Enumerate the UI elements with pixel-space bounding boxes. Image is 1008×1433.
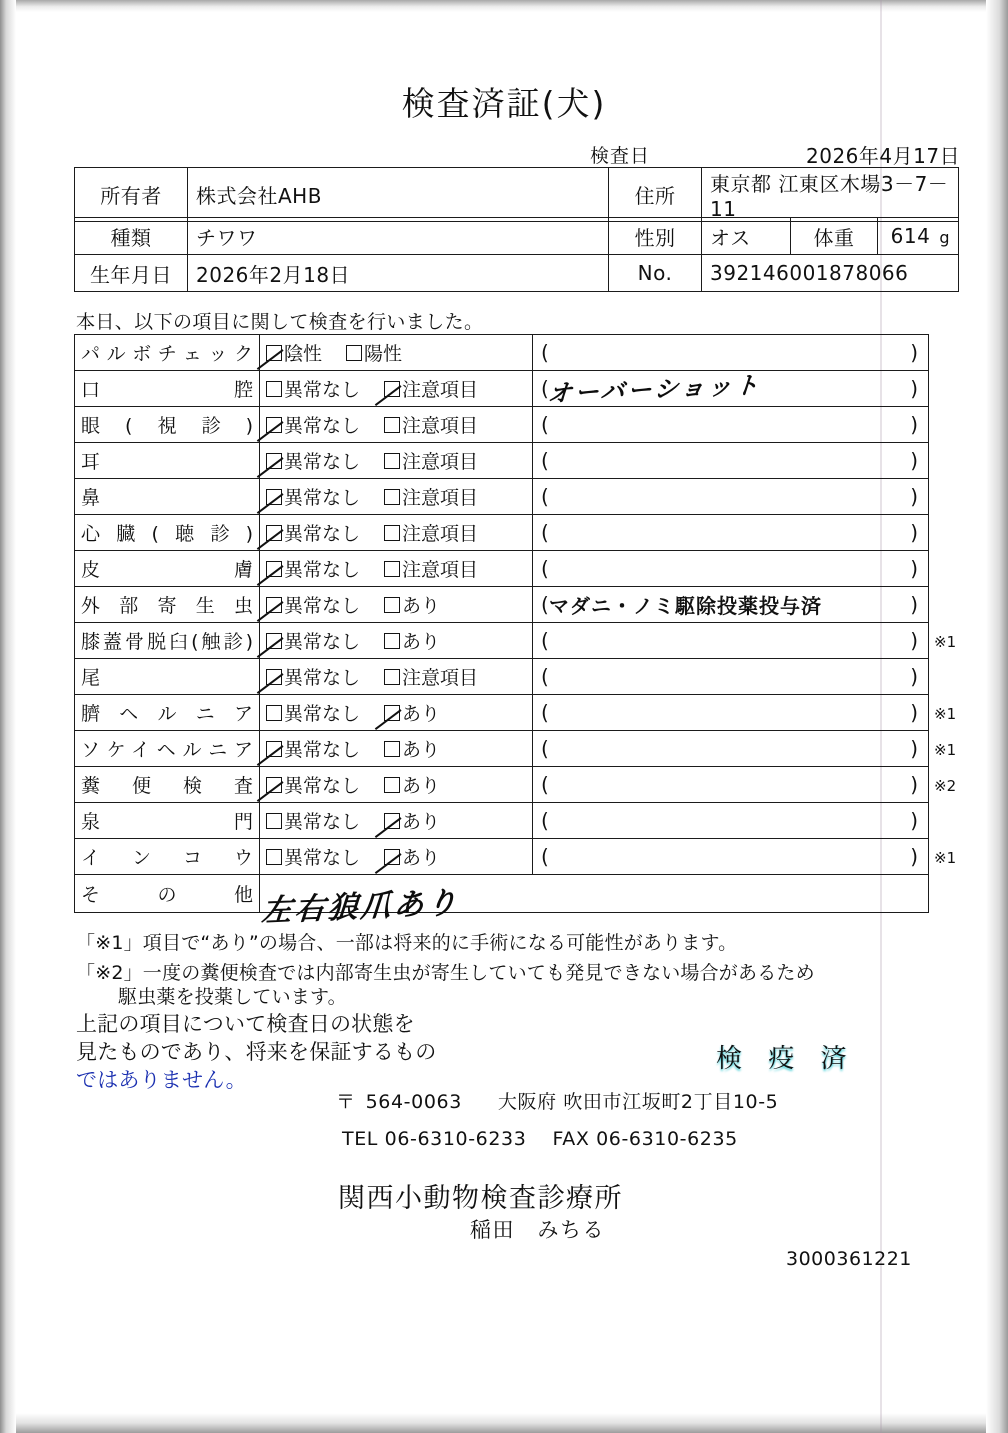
checkbox-option-1[interactable] xyxy=(266,483,360,510)
weight-label: 体重 xyxy=(791,218,878,255)
checklist-row-options xyxy=(260,623,533,659)
footnote-1: 「※1」項目で“あり”の場合、一部は将来的に手術になる可能性があります。 xyxy=(76,932,738,954)
clinic-address xyxy=(336,1087,778,1114)
checkbox-option-label: 注意項目 xyxy=(402,559,479,581)
checklist-row xyxy=(75,587,929,623)
table-row xyxy=(75,168,959,222)
checklist-row-label: 耳 xyxy=(75,443,260,479)
checkbox-option-label: あり xyxy=(402,703,441,725)
checkbox-option-label: 陽性 xyxy=(364,343,403,365)
weight-cell xyxy=(878,218,959,255)
paren-open: ( xyxy=(541,484,549,509)
checkbox-option-label: 異常なし xyxy=(284,667,361,689)
checklist-row-options xyxy=(260,695,533,731)
checkbox-option-label: 異常なし xyxy=(284,811,361,833)
checkbox-option-2[interactable] xyxy=(384,627,440,654)
checkbox-checked-icon[interactable] xyxy=(266,345,282,361)
paren-close: ) xyxy=(910,736,918,761)
paren-close: ) xyxy=(910,412,918,437)
checkbox-option-label: 注意項目 xyxy=(402,523,479,545)
disclaimer-line-2: 見たものであり、将来を保証するもの xyxy=(76,1040,437,1064)
birth-value: 2026年2月18日 xyxy=(188,255,609,292)
checkbox-option-label: 異常なし xyxy=(284,775,361,797)
checkbox-option-label: あり xyxy=(402,847,441,869)
checklist-row-options xyxy=(260,803,533,839)
checklist-row-note xyxy=(533,515,929,551)
checkbox-option-1[interactable] xyxy=(266,699,360,726)
paren-open: ( xyxy=(541,736,549,761)
checklist-row-label: 糞便検査 xyxy=(75,767,260,803)
checkbox-option-label: あり xyxy=(402,631,441,653)
checklist-row xyxy=(75,659,929,695)
checklist-row-note xyxy=(533,695,929,731)
checklist-row-options xyxy=(260,407,533,443)
checkbox-empty-icon[interactable] xyxy=(384,777,400,793)
clinic-contact xyxy=(342,1128,738,1150)
checkbox-option-label: 注意項目 xyxy=(402,415,479,437)
disclaimer-line-1: 上記の項目について検査日の状態を xyxy=(76,1012,415,1036)
paren-close: ) xyxy=(910,808,918,833)
paren-close: ) xyxy=(910,664,918,689)
checkbox-empty-icon[interactable] xyxy=(384,741,400,757)
checkbox-empty-icon[interactable] xyxy=(384,633,400,649)
checklist-row xyxy=(75,839,929,875)
checkbox-empty-icon[interactable] xyxy=(384,561,400,577)
checkbox-checked-icon[interactable] xyxy=(266,525,282,541)
checklist-row xyxy=(75,767,929,803)
checkbox-checked-icon[interactable] xyxy=(266,597,282,613)
checkbox-option-label: 異常なし xyxy=(284,739,361,761)
checkbox-empty-icon[interactable] xyxy=(266,813,282,829)
checklist-row-note xyxy=(533,731,929,767)
checkbox-option-1[interactable] xyxy=(266,843,360,870)
checklist-row-label: 皮膚 xyxy=(75,551,260,587)
checklist-row xyxy=(75,407,929,443)
checklist-row-label: 外部寄生虫 xyxy=(75,587,260,623)
checklist-row xyxy=(75,443,929,479)
no-label: No. xyxy=(609,255,702,292)
birth-label: 生年月日 xyxy=(75,255,188,292)
paren-close: ) xyxy=(910,556,918,581)
checklist-row-options xyxy=(260,587,533,623)
scan-shadow-bottom xyxy=(0,1413,1008,1433)
checkbox-option-1[interactable] xyxy=(266,807,360,834)
checkbox-option-label: 異常なし xyxy=(284,595,361,617)
checkbox-empty-icon[interactable] xyxy=(266,705,282,721)
sex-label: 性別 xyxy=(609,218,702,255)
paren-close: ) xyxy=(910,700,918,725)
checkbox-empty-icon[interactable] xyxy=(384,489,400,505)
checkbox-checked-icon[interactable] xyxy=(266,741,282,757)
page-title: 検査済証(犬) xyxy=(401,84,607,123)
address-label: 住所 xyxy=(609,168,702,222)
checkbox-checked-icon[interactable] xyxy=(266,633,282,649)
owner-value: 株式会社AHB xyxy=(188,168,609,222)
checklist-row xyxy=(75,515,929,551)
checklist-row-note xyxy=(533,839,929,875)
checklist-row-label: インコウ xyxy=(75,839,260,875)
checkbox-option-2[interactable] xyxy=(384,519,478,546)
paren-open: ( xyxy=(541,340,549,365)
checklist-row-other xyxy=(75,875,929,913)
veterinarian-name: 稲田 みちる xyxy=(470,1218,605,1242)
paren-open: ( xyxy=(541,664,549,689)
checkbox-option-2[interactable] xyxy=(384,483,478,510)
checkbox-option-label: 異常なし xyxy=(284,559,361,581)
checkbox-option-1[interactable] xyxy=(266,555,360,582)
paren-close: ) xyxy=(910,340,918,365)
reference-mark: ※1 xyxy=(934,633,957,651)
checklist-row-options xyxy=(260,515,533,551)
checkbox-option-1[interactable] xyxy=(266,339,322,366)
checkbox-option-1[interactable] xyxy=(266,771,360,798)
paren-open: ( xyxy=(541,592,549,617)
checkbox-option-1[interactable] xyxy=(266,591,360,618)
clinic-zip: 564-0063 xyxy=(365,1091,462,1113)
checklist-row xyxy=(75,551,929,587)
animal-table xyxy=(74,217,959,292)
checkbox-option-label: 注意項目 xyxy=(402,487,479,509)
checkbox-option-1[interactable] xyxy=(266,375,360,402)
paren-close: ) xyxy=(910,484,918,509)
checklist-row-note xyxy=(533,479,929,515)
paren-close: ) xyxy=(910,628,918,653)
checklist-row-note xyxy=(533,335,929,371)
inspection-date-label: 検査日 xyxy=(590,145,651,167)
checkbox-checked-icon[interactable] xyxy=(384,849,400,865)
paren-close: ) xyxy=(910,844,918,869)
checkbox-option-label: 注意項目 xyxy=(402,379,479,401)
checklist-row-note xyxy=(533,551,929,587)
checklist-row-options xyxy=(260,839,533,875)
checkbox-option-label: 陰性 xyxy=(284,343,323,365)
checklist-row-options xyxy=(260,371,533,407)
lead-text: 本日、以下の項目に関して検査を行いました。 xyxy=(76,311,484,333)
checkbox-option-2[interactable] xyxy=(384,555,478,582)
paren-open: ( xyxy=(541,556,549,581)
checkbox-option-label: あり xyxy=(402,739,441,761)
clinic-name: 関西小動物検査診療所 xyxy=(338,1183,623,1214)
checklist-row-options xyxy=(260,479,533,515)
checkbox-option-label: 異常なし xyxy=(284,631,361,653)
scan-shadow-top xyxy=(0,0,1008,12)
checkbox-option-1[interactable] xyxy=(266,627,360,654)
no-value: 392146001878066 xyxy=(702,255,959,292)
footnote-2-line2: 駆虫薬を投薬しています。 xyxy=(118,986,347,1008)
checkbox-option-label: 異常なし xyxy=(284,523,361,545)
checkbox-option-2[interactable] xyxy=(384,807,440,834)
paren-open: ( xyxy=(541,700,549,725)
checklist-row xyxy=(75,371,929,407)
checkbox-option-2[interactable] xyxy=(384,411,478,438)
footnote-2-line1: 「※2」一度の糞便検査では内部寄生虫が寄生していても発見できない場合があるため xyxy=(76,962,815,984)
handwritten-mouth-note: オーバーショット xyxy=(546,370,763,409)
checkbox-option-2[interactable] xyxy=(384,663,478,690)
quarantine-stamp: 検 疫 済 xyxy=(716,1044,856,1074)
checkbox-option-1[interactable] xyxy=(266,447,360,474)
checklist-row-label: 心臓(聴診) xyxy=(75,515,260,551)
paren-open: ( xyxy=(541,520,549,545)
checkbox-option-label: 異常なし xyxy=(284,415,361,437)
breed-value: チワワ xyxy=(188,218,609,255)
breed-label: 種類 xyxy=(75,218,188,255)
checkbox-empty-icon[interactable] xyxy=(266,849,282,865)
checklist-row-options xyxy=(260,335,533,371)
checklist-row-options xyxy=(260,443,533,479)
checkbox-checked-icon[interactable] xyxy=(266,669,282,685)
scan-shadow-right xyxy=(986,0,1008,1433)
reference-mark: ※1 xyxy=(934,849,957,867)
table-row xyxy=(75,255,959,292)
paren-open: ( xyxy=(541,772,549,797)
weight-value: 614 xyxy=(890,224,931,248)
checklist-row xyxy=(75,803,929,839)
sex-value: オス xyxy=(702,218,791,255)
checklist-row-note xyxy=(533,767,929,803)
checklist-row-options xyxy=(260,767,533,803)
checklist-row-options xyxy=(260,551,533,587)
reference-mark: ※1 xyxy=(934,705,957,723)
checklist-row-note xyxy=(533,623,929,659)
other-row-label: その他 xyxy=(75,875,260,913)
checkbox-option-label: 異常なし xyxy=(284,487,361,509)
checkbox-checked-icon[interactable] xyxy=(384,813,400,829)
checkbox-option-label: 異常なし xyxy=(284,451,361,473)
checkbox-checked-icon[interactable] xyxy=(266,489,282,505)
owner-table xyxy=(74,167,959,222)
checklist-row-note xyxy=(533,407,929,443)
paren-open: ( xyxy=(541,808,549,833)
checkbox-option-label: あり xyxy=(402,775,441,797)
checklist-row-note xyxy=(533,443,929,479)
checkbox-option-label: 異常なし xyxy=(284,847,361,869)
checklist-row-label: 臍ヘルニア xyxy=(75,695,260,731)
checklist-row xyxy=(75,335,929,371)
checklist-row xyxy=(75,731,929,767)
checklist-row-note xyxy=(533,803,929,839)
paren-open: ( xyxy=(541,412,549,437)
checklist-row xyxy=(75,623,929,659)
checklist-row-label: 膝蓋骨脱臼(触診) xyxy=(75,623,260,659)
handwritten-other-note: 左右狼爪あり xyxy=(260,885,461,930)
checkbox-option-label: あり xyxy=(402,595,441,617)
checklist-row-label: 鼻 xyxy=(75,479,260,515)
checkbox-option-label: 注意項目 xyxy=(402,667,479,689)
checklist-row-note xyxy=(533,659,929,695)
checkbox-option-1[interactable] xyxy=(266,519,360,546)
clinic-fax: FAX 06-6310-6235 xyxy=(552,1128,738,1150)
checklist-table xyxy=(74,334,929,913)
checkbox-checked-icon[interactable] xyxy=(384,381,400,397)
checkbox-option-1[interactable] xyxy=(266,411,360,438)
checkbox-checked-icon[interactable] xyxy=(384,705,400,721)
checkbox-option-2[interactable] xyxy=(384,699,440,726)
checkbox-option-2[interactable] xyxy=(346,339,402,366)
checklist-row xyxy=(75,695,929,731)
clinic-address-text: 大阪府 吹田市江坂町2丁目10-5 xyxy=(497,1091,779,1113)
checkbox-checked-icon[interactable] xyxy=(266,417,282,433)
paren-close: ) xyxy=(910,448,918,473)
checkbox-option-label: 異常なし xyxy=(284,379,361,401)
checklist-row xyxy=(75,479,929,515)
address-value: 東京都 江東区木場3－7－11 xyxy=(702,168,959,222)
reference-mark: ※1 xyxy=(934,741,957,759)
checklist-row-label: パルボチェック xyxy=(75,335,260,371)
checklist-note-text: マダニ・ノミ駆除投薬投与済 xyxy=(549,593,822,618)
checkbox-option-2[interactable] xyxy=(384,447,478,474)
checkbox-checked-icon[interactable] xyxy=(266,561,282,577)
owner-label: 所有者 xyxy=(75,168,188,222)
checklist-row-options xyxy=(260,731,533,767)
checkbox-option-label: あり xyxy=(402,811,441,833)
paren-close: ) xyxy=(910,772,918,797)
checkbox-option-2[interactable] xyxy=(384,735,440,762)
inspection-date-value: 2026年4月17日 xyxy=(806,144,961,168)
checkbox-empty-icon[interactable] xyxy=(384,597,400,613)
checkbox-checked-icon[interactable] xyxy=(266,453,282,469)
checklist-row-note xyxy=(533,587,929,623)
reference-mark: ※2 xyxy=(934,777,957,795)
checkbox-option-2[interactable] xyxy=(384,591,440,618)
checkbox-option-2[interactable] xyxy=(384,843,440,870)
weight-unit: g xyxy=(939,228,950,247)
checkbox-option-2[interactable] xyxy=(384,771,440,798)
checkbox-option-1[interactable] xyxy=(266,735,360,762)
disclaimer-line-3: ではありません。 xyxy=(76,1068,247,1092)
clinic-tel: TEL 06-6310-6233 xyxy=(342,1128,527,1150)
checkbox-empty-icon[interactable] xyxy=(384,525,400,541)
table-row xyxy=(75,218,959,255)
document-number: 3000361221 xyxy=(786,1248,912,1270)
checklist-row-label: 口腔 xyxy=(75,371,260,407)
paren-close: ) xyxy=(910,376,918,401)
checkbox-checked-icon[interactable] xyxy=(266,777,282,793)
postal-mark-icon: 〒 xyxy=(336,1091,356,1113)
checkbox-empty-icon[interactable] xyxy=(384,669,400,685)
paren-open: ( xyxy=(541,448,549,473)
paren-close: ) xyxy=(910,592,918,617)
checkbox-empty-icon[interactable] xyxy=(384,453,400,469)
checkbox-option-label: 注意項目 xyxy=(402,451,479,473)
paren-open: ( xyxy=(541,844,549,869)
checklist-row-label: 尾 xyxy=(75,659,260,695)
paren-open: ( xyxy=(541,628,549,653)
checkbox-option-label: 異常なし xyxy=(284,703,361,725)
checkbox-empty-icon[interactable] xyxy=(266,381,282,397)
checkbox-empty-icon[interactable] xyxy=(346,345,362,361)
checklist-row-label: 泉門 xyxy=(75,803,260,839)
checklist-row-label: 眼(視診) xyxy=(75,407,260,443)
checkbox-option-1[interactable] xyxy=(266,663,360,690)
checkbox-option-2[interactable] xyxy=(384,375,478,402)
checkbox-empty-icon[interactable] xyxy=(384,417,400,433)
paren-close: ) xyxy=(910,520,918,545)
paren-open: ( xyxy=(541,376,549,401)
checklist-row-label: ソケイヘルニア xyxy=(75,731,260,767)
scan-shadow-left xyxy=(0,0,16,1433)
checklist-row-options xyxy=(260,659,533,695)
